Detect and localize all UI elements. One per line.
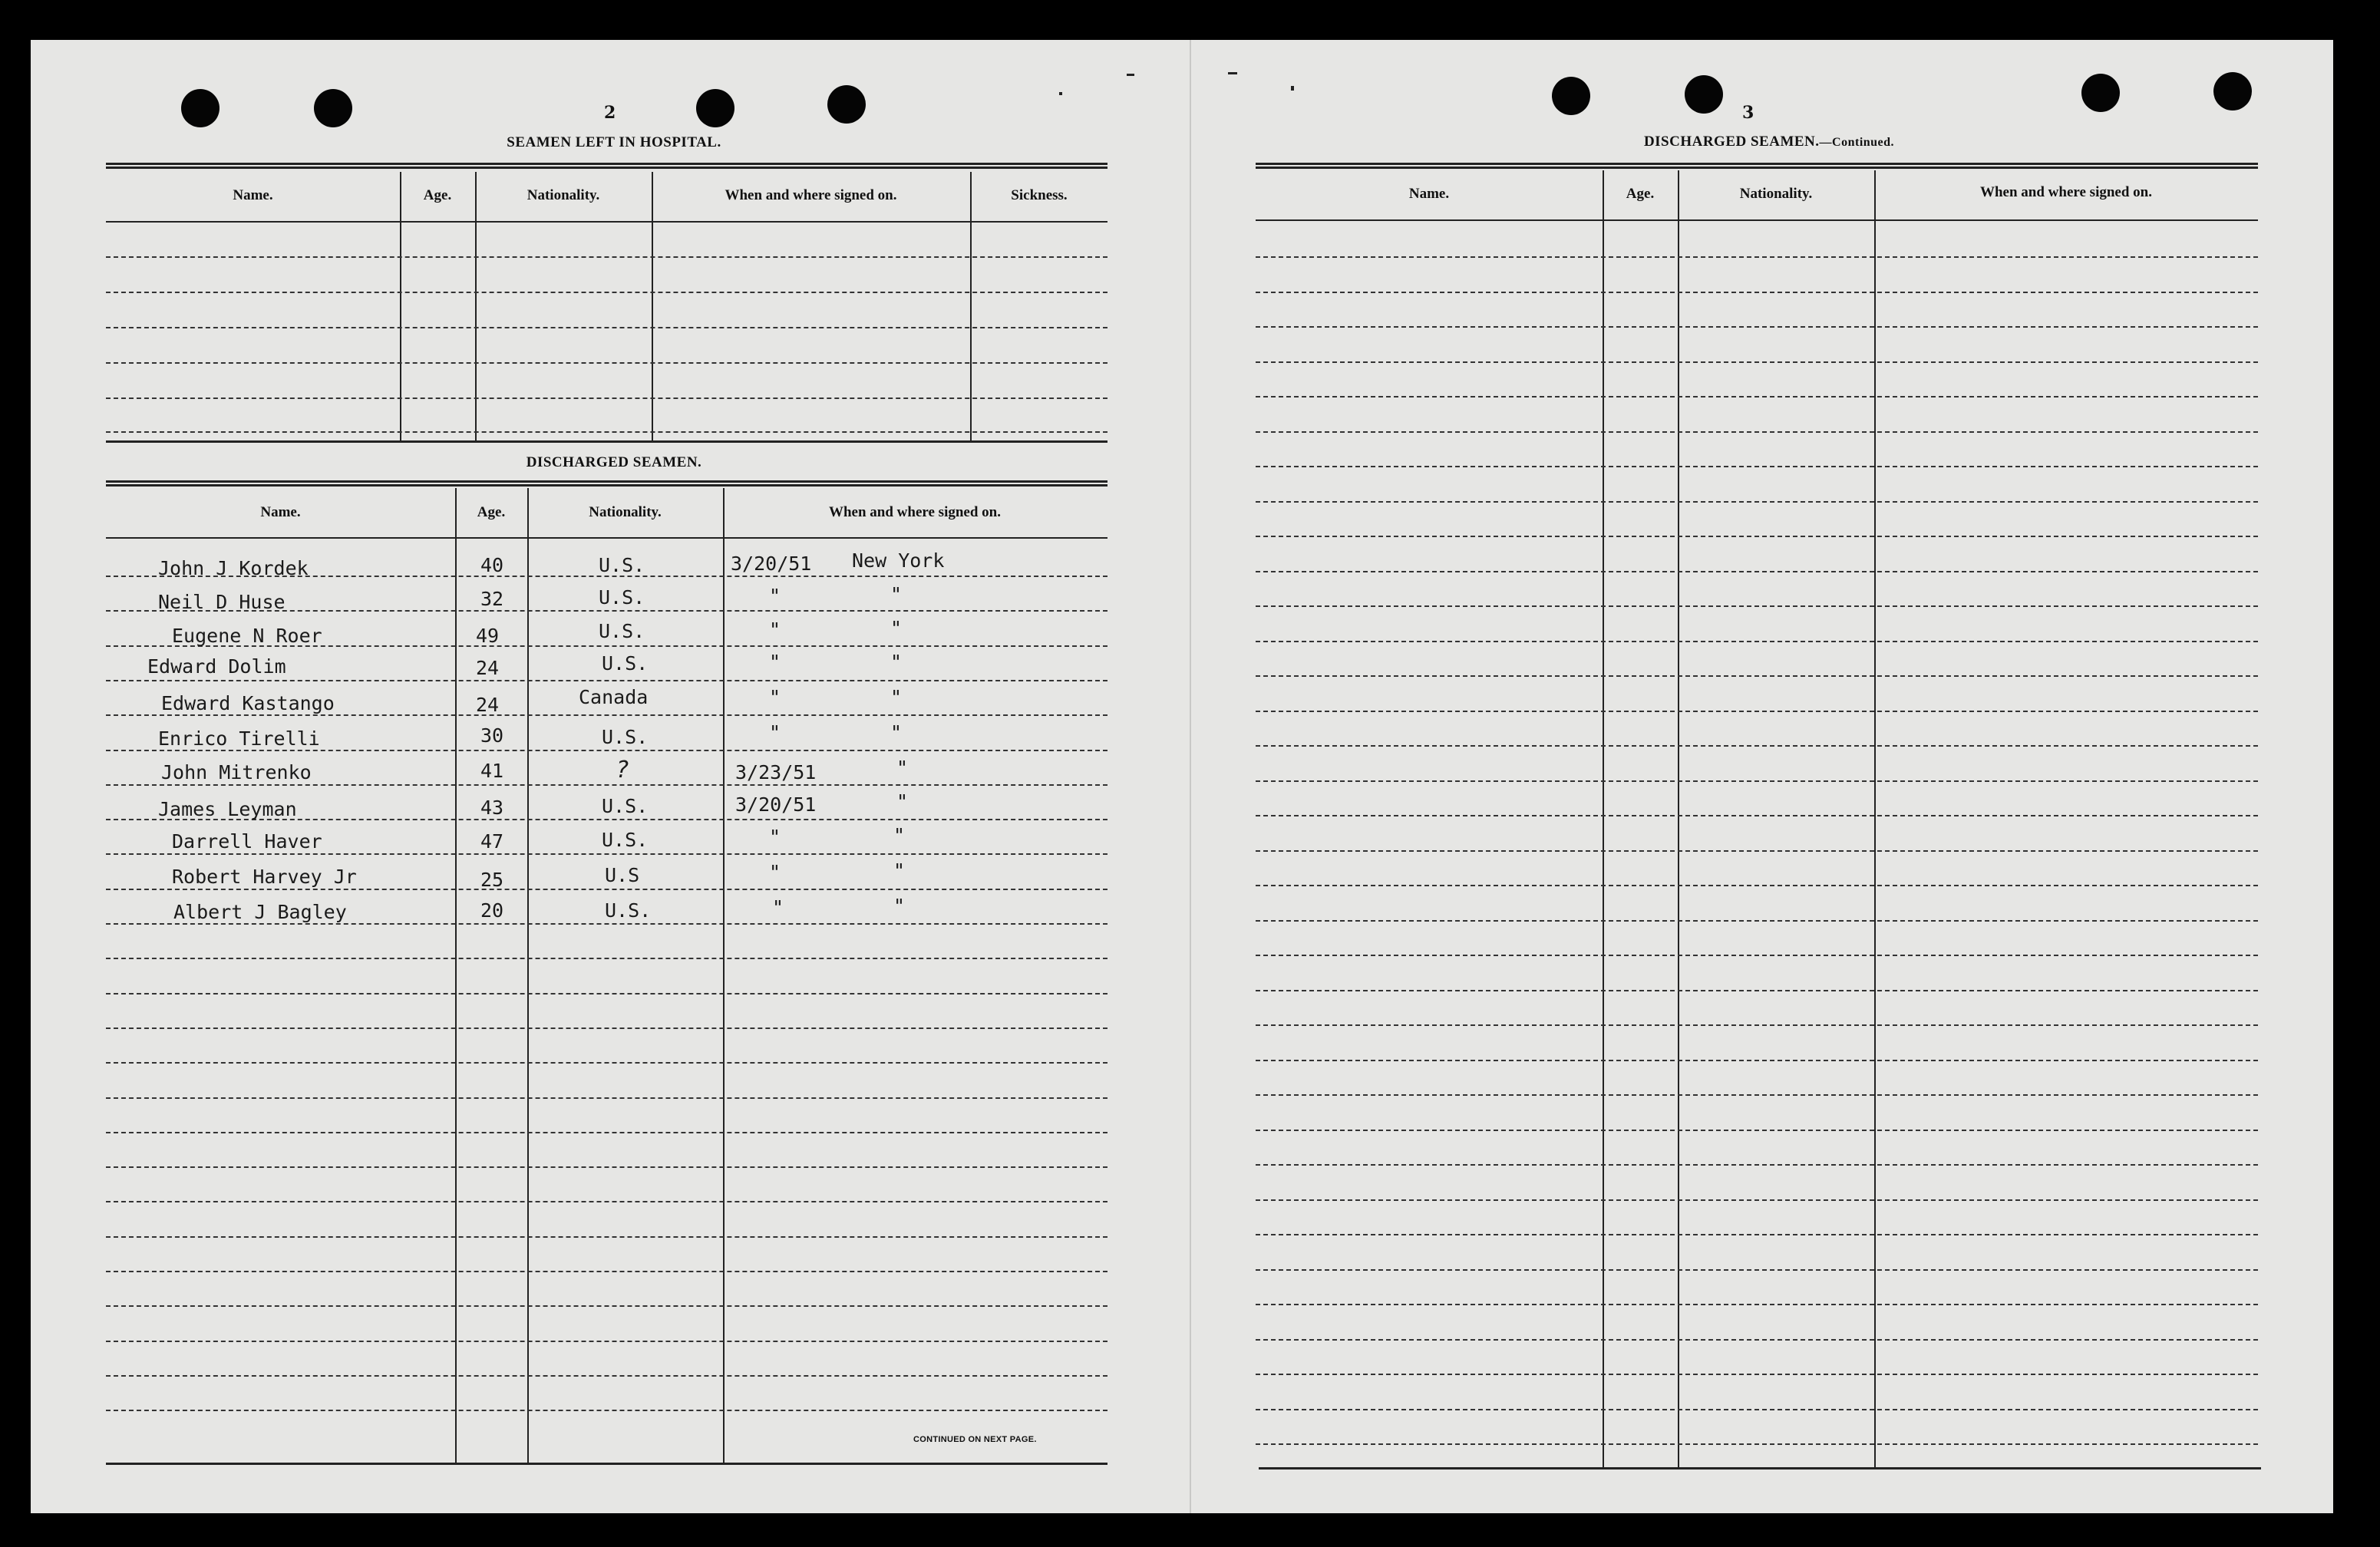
seaman-name: John Mitrenko (161, 761, 312, 783)
seaman-age: 49 (476, 625, 500, 647)
ruled-line (106, 923, 1107, 925)
table-bottom-rule (1259, 1467, 2261, 1469)
seaman-nationality: U.S. (599, 620, 645, 642)
seaman-age: 41 (480, 760, 504, 782)
column-header-age: Age. (423, 187, 452, 203)
signed-on-place: " (896, 757, 909, 779)
ruled-line (1256, 780, 2258, 782)
ruled-line (1256, 1094, 2258, 1096)
signed-on-place: " (890, 617, 903, 639)
seaman-name: Darrell Haver (172, 830, 322, 853)
seaman-age: 24 (476, 694, 500, 716)
title-main: DISCHARGED SEAMEN. (1643, 134, 1820, 150)
signed-on-place: " (893, 859, 906, 882)
ruled-line (106, 431, 1107, 433)
seaman-name: James Leyman (158, 798, 297, 820)
discharged-continued-title (1596, 134, 1942, 150)
ruled-line (106, 1166, 1107, 1168)
header-rule (106, 221, 1107, 223)
hospital-section-title: SEAMEN LEFT IN HOSPITAL. (507, 134, 721, 150)
punch-hole (181, 89, 220, 127)
column-header-nationality: Nationality. (1739, 186, 1813, 202)
header-rule (106, 537, 1107, 539)
table-bottom-rule (106, 440, 1107, 443)
ink-speck (1228, 72, 1237, 74)
seaman-age: 25 (480, 869, 504, 891)
ruled-line (1256, 1060, 2258, 1061)
ruled-line (106, 1097, 1107, 1099)
column-divider (652, 172, 653, 440)
signed-on-place: " (890, 721, 903, 744)
column-divider (475, 172, 477, 440)
column-divider (1678, 170, 1679, 1467)
seaman-name: John J Kordek (158, 557, 309, 579)
ruled-line (106, 292, 1107, 293)
signed-on-date: " (769, 686, 781, 708)
ruled-line (106, 1341, 1107, 1342)
column-header-nationality: Nationality. (527, 187, 600, 203)
table-rule (1256, 163, 2258, 165)
ruled-line (106, 1236, 1107, 1238)
ruled-line (1256, 955, 2258, 956)
seaman-name: Edward Kastango (161, 692, 335, 714)
seaman-nationality: Canada (579, 686, 649, 708)
punch-hole (696, 89, 734, 127)
punch-hole (827, 85, 866, 124)
seaman-age: 40 (480, 554, 504, 576)
column-header-age: Age. (1626, 186, 1655, 202)
ruled-line (1256, 1304, 2258, 1305)
page-number: 2 (604, 103, 616, 123)
seaman-age: 32 (480, 588, 504, 610)
table-rule (106, 480, 1107, 483)
column-header-sickness: Sickness. (1011, 187, 1068, 203)
seaman-nationality: U.S. (602, 652, 649, 675)
seaman-nationality: U.S. (605, 899, 652, 922)
signed-on-place: " (896, 790, 909, 813)
ruled-line (106, 1305, 1107, 1307)
ruled-line (106, 853, 1107, 855)
table-rule (106, 163, 1107, 165)
signed-on-place: New York (852, 549, 945, 572)
signed-on-place: " (890, 686, 903, 708)
seaman-age: 24 (476, 657, 500, 679)
seaman-nationality: U.S. (602, 829, 649, 851)
ruled-line (106, 1271, 1107, 1272)
ruled-line (106, 327, 1107, 328)
column-divider (723, 488, 725, 1463)
seaman-age: 47 (480, 830, 504, 853)
ruled-line (1256, 1164, 2258, 1166)
ruled-line (106, 958, 1107, 959)
ruled-line (1256, 711, 2258, 712)
column-divider (527, 488, 529, 1463)
ruled-line (106, 362, 1107, 364)
ruled-line (1256, 885, 2258, 886)
ruled-line (1256, 850, 2258, 852)
signed-on-place: " (890, 583, 903, 605)
ruled-line (106, 1062, 1107, 1064)
ruled-line (106, 680, 1107, 681)
ink-speck (1127, 74, 1134, 76)
ruled-line (1256, 815, 2258, 816)
punch-hole (1552, 77, 1590, 115)
ruled-line (1256, 1409, 2258, 1410)
seaman-age: 43 (480, 797, 504, 819)
table-bottom-rule (106, 1463, 1107, 1465)
discharged-section-title: DISCHARGED SEAMEN. (526, 454, 702, 470)
seaman-name: Robert Harvey Jr (172, 866, 357, 888)
seaman-nationality: U.S. (602, 795, 649, 817)
signed-on-date: " (769, 861, 781, 883)
column-header-signed-on: When and where signed on. (828, 504, 1001, 520)
seaman-nationality: U.S (605, 864, 640, 886)
page-fold (1190, 40, 1191, 1513)
seaman-name: Enrico Tirelli (158, 727, 320, 750)
column-header-age: Age. (477, 504, 506, 520)
ruled-line (1256, 431, 2258, 433)
signed-on-place: " (893, 824, 906, 846)
header-rule (1256, 219, 2258, 221)
column-header-signed-on: When and where signed on. (1979, 184, 2152, 200)
seaman-name: Neil D Huse (158, 591, 286, 613)
punch-hole (2213, 72, 2252, 110)
seaman-nationality: ? (616, 757, 630, 783)
ruled-line (1256, 361, 2258, 363)
signed-on-date: " (769, 721, 781, 744)
ruled-line (1256, 1374, 2258, 1375)
column-header-name: Name. (233, 187, 273, 203)
ruled-line (1256, 536, 2258, 537)
ruled-line (1256, 292, 2258, 293)
signed-on-date: " (769, 585, 781, 607)
ruled-line (106, 1201, 1107, 1202)
column-header-name: Name. (260, 504, 301, 520)
ruled-line (106, 397, 1107, 399)
seaman-age: 30 (480, 724, 504, 747)
signed-on-date: " (769, 826, 781, 848)
ruled-line (1256, 466, 2258, 467)
ruled-line (106, 1132, 1107, 1133)
ruled-line (1256, 1024, 2258, 1026)
seaman-name: Albert J Bagley (173, 901, 347, 923)
ruled-line (1256, 675, 2258, 677)
ruled-line (106, 1410, 1107, 1411)
signed-on-date: 3/20/51 (731, 552, 812, 575)
ruled-line (1256, 1130, 2258, 1131)
ruled-line (106, 889, 1107, 890)
ruled-line (1256, 501, 2258, 503)
ink-speck (1291, 86, 1294, 91)
ink-speck (1059, 92, 1062, 95)
title-suffix: —Continued. (1819, 136, 1895, 149)
column-header-signed-on: When and where signed on. (725, 187, 897, 203)
signed-on-date: 3/20/51 (735, 793, 817, 816)
seaman-name: Edward Dolim (147, 655, 286, 678)
seaman-age: 20 (480, 899, 504, 922)
column-divider (1603, 170, 1604, 1467)
signed-on-date: 3/23/51 (735, 761, 817, 783)
ruled-line (106, 256, 1107, 258)
ruled-line (1256, 605, 2258, 607)
ruled-line (1256, 1269, 2258, 1271)
column-divider (970, 172, 972, 440)
continued-note: CONTINUED ON NEXT PAGE. (913, 1435, 1037, 1444)
column-divider (455, 488, 457, 1463)
column-header-nationality: Nationality. (589, 504, 662, 520)
ruled-line (1256, 1443, 2258, 1445)
ruled-line (1256, 641, 2258, 642)
signed-on-place: " (890, 651, 903, 673)
column-divider (1874, 170, 1876, 1467)
ruled-line (106, 1375, 1107, 1377)
column-header-name: Name. (1408, 186, 1450, 202)
ruled-line (106, 784, 1107, 786)
ruled-line (106, 714, 1107, 716)
ruled-line (1256, 326, 2258, 328)
seaman-nationality: U.S. (599, 586, 645, 609)
punch-hole (314, 89, 352, 127)
ruled-line (1256, 396, 2258, 397)
ruled-line (1256, 1339, 2258, 1341)
seaman-name: Eugene N Roer (172, 625, 322, 647)
ledger-sheet (31, 40, 2333, 1513)
ruled-line (1256, 920, 2258, 922)
ruled-line (106, 1027, 1107, 1029)
punch-hole (2081, 74, 2120, 112)
ruled-line (1256, 571, 2258, 572)
signed-on-date: " (772, 896, 784, 919)
seaman-nationality: U.S. (599, 554, 645, 576)
page-number: 3 (1742, 103, 1754, 123)
signed-on-date: " (769, 651, 781, 673)
ruled-line (1256, 990, 2258, 991)
ruled-line (1256, 1234, 2258, 1235)
ruled-line (1256, 745, 2258, 747)
ruled-line (106, 993, 1107, 995)
signed-on-date: " (769, 618, 781, 641)
column-divider (400, 172, 401, 440)
signed-on-place: " (893, 895, 906, 917)
ruled-line (1256, 256, 2258, 258)
punch-hole (1685, 75, 1723, 114)
seaman-nationality: U.S. (602, 726, 649, 748)
ruled-line (1256, 1199, 2258, 1201)
